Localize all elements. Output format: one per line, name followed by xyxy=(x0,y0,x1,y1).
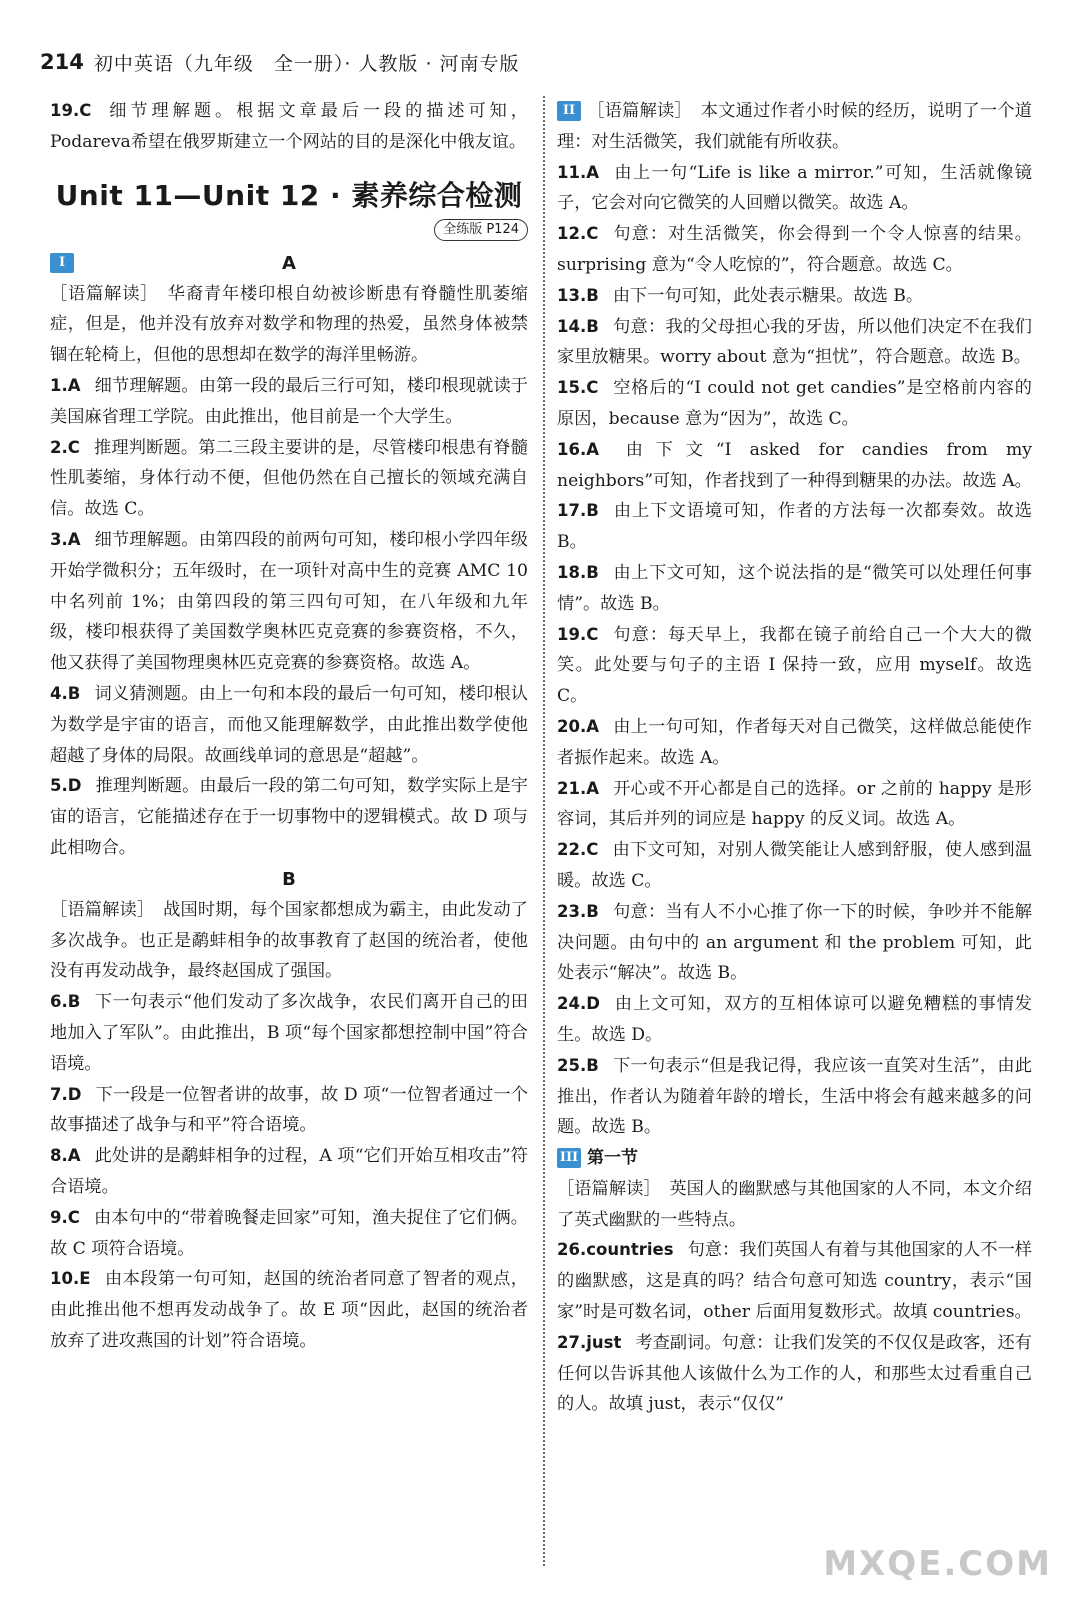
answer-text: 由下文可知，对别人微笑能让人感到舒服，使人感到温暖。故选 C。 xyxy=(557,840,1032,891)
answer-item xyxy=(50,433,528,525)
answer-item xyxy=(557,219,1032,281)
answer-number: 25.B xyxy=(557,1055,599,1075)
answer-item xyxy=(557,835,1032,897)
section-header-3 xyxy=(557,1143,1032,1174)
answer-text: 词义猜测题。由上一句和本段的最后一句可知，楼印根认为数学是宇宙的语言，而他又能理解数学，由此推出数学使他超越了身体的局限。故画线单词的意思是“超越”。 xyxy=(50,683,528,766)
answer-item xyxy=(557,620,1032,712)
column-divider xyxy=(543,96,545,1566)
answer-number: 5.D xyxy=(50,776,82,796)
answer-item xyxy=(557,1328,1032,1420)
answer-item xyxy=(50,1141,528,1203)
answer-text: 由本段第一句可知，赵国的统治者同意了智者的观点，由此推出他不想再发动战争了。故 E 项“因此，赵国的统治者放弃了进攻燕国的计划”符合语境。 xyxy=(50,1269,528,1351)
answer-number: 26.countries xyxy=(557,1240,674,1260)
answer-item xyxy=(557,774,1032,836)
answer-item xyxy=(557,897,1032,989)
answer-item xyxy=(50,679,528,771)
answer-item xyxy=(50,525,528,679)
answer-item xyxy=(50,1203,528,1265)
answer-number: 3.A xyxy=(50,529,81,549)
answer-number: 7.D xyxy=(50,1084,82,1104)
answer-number: 6.B xyxy=(50,992,81,1012)
answer-text: 由本句中的“带着晚餐走回家”可知，渔夫捉住了它们俩。故 C 项符合语境。 xyxy=(50,1207,528,1259)
passage-intro xyxy=(557,96,1032,158)
answer-text: 下一句表示“但是我记得，我应该一直笑对生活”，由此推出，作者认为随着年龄的增长，生活中将会有越来越多的问题。故选 B。 xyxy=(557,1055,1032,1138)
answer-text: 空格后的“I could not get candies”是空格前内容的原因，because 意为“因为”，故选 C。 xyxy=(557,378,1032,429)
part-label: A xyxy=(282,252,296,274)
answer-text: 句意：当有人不小心推了你一下的时候，争吵并不能解决问题。由句中的 an argument 和 the problem 可知，此处表示“解决”。故选 B。 xyxy=(557,901,1032,984)
answer-list-iii xyxy=(557,1235,1032,1420)
page-number: 214 xyxy=(40,50,84,74)
answer-text: 细节理解题。根据文章最后一段的描述可知，Podareva希望在俄罗斯建立一个网站的目的是深化中俄友谊。 xyxy=(50,101,528,152)
part-label: B xyxy=(282,868,296,890)
answer-item xyxy=(557,158,1032,220)
answer-text: 句意：每天早上，我都在镜子前给自己一个大大的微笑。此处要与句子的主语 I 保持一致，应用 myself。故选 C。 xyxy=(557,624,1032,707)
answer-text: 由下一句可知，此处表示糖果。故选 B。 xyxy=(612,285,924,306)
answer-number: 9.C xyxy=(50,1207,80,1227)
answer-text: 由下文“I asked for candies from my neighbors”可知，作者找到了一种得到糖果的办法。故选 A。 xyxy=(557,439,1032,491)
section-header-1 xyxy=(50,248,528,279)
answer-item xyxy=(557,281,1032,312)
answer-number: 22.C xyxy=(557,840,599,860)
answer-list-b xyxy=(50,987,528,1357)
right-column xyxy=(557,96,1032,1420)
section-roman-icon: II xyxy=(557,101,581,121)
answer-number: 14.B xyxy=(557,316,599,336)
answer-text: 推理判断题。由最后一段的第二句可知，数学实际上是宇宙的语言，它能描述存在于一切事物中的逻辑模式。故 D 项与此相吻合。 xyxy=(50,776,528,858)
answer-number: 8.A xyxy=(50,1146,81,1166)
answer-number: 27.just xyxy=(557,1332,622,1352)
section-roman-icon: I xyxy=(50,253,74,273)
answer-item xyxy=(557,496,1032,558)
answer-number: 11.A xyxy=(557,162,599,182)
answer-list-ii xyxy=(557,158,1032,1144)
answer-number: 2.C xyxy=(50,437,80,457)
answer-number: 15.C xyxy=(557,378,599,398)
answer-number: 16.A xyxy=(557,439,599,459)
answer-item xyxy=(557,1051,1032,1143)
answer-item xyxy=(557,1235,1032,1327)
answer-item xyxy=(50,96,528,158)
answer-number: 17.B xyxy=(557,501,599,521)
answer-item xyxy=(50,1080,528,1142)
badge-row xyxy=(50,214,528,248)
answer-text: 考查副词。句意：让我们发笑的不仅仅是政客，还有任何以告诉其他人该做什么为工作的人，和那些太过看重自己的人。故填 just，表示“仅仅” xyxy=(557,1332,1032,1415)
answer-item xyxy=(557,435,1032,497)
answer-number: 12.C xyxy=(557,224,599,244)
answer-text: 细节理解题。由第一段的最后三行可知，楼印根现就读于美国麻省理工学院。由此推出，他目前是一个大学生。 xyxy=(50,375,528,427)
page-ref-badge: 全练版 P124 xyxy=(434,219,528,241)
left-column xyxy=(50,96,528,1357)
answer-text: 由上一句可知，作者每天对自己微笑，这样做总能使作者振作起来。故选 A。 xyxy=(557,716,1032,768)
answer-text: 句意：我的父母担心我的牙齿，所以他们决定不在我们家里放糖果。worry about 意为“担忧”，符合题意。故选 B。 xyxy=(557,316,1032,368)
answer-text: 下一段是一位智者讲的故事，故 D 项“一位智者通过一个故事描述了战争与和平”符合语境。 xyxy=(50,1084,528,1136)
answer-number: 19.C xyxy=(50,101,92,120)
answer-number: 10.E xyxy=(50,1269,91,1289)
answer-text: 由上一句“Life is like a mirror.”可知，生活就像镜子，它会对向它微笑的人回赠以微笑。故选 A。 xyxy=(557,162,1032,214)
unit-title: Unit 11—Unit 12 · 素养综合检测 xyxy=(55,178,523,212)
answer-text: 下一句表示“他们发动了多次战争，农民们离开自己的田地加入了军队”。由此推出，B 项“每个国家都想控制中国”符合语境。 xyxy=(50,992,528,1074)
answer-text: 句意：我们英国人有着与其他国家的人不一样的幽默感，这是真的吗？结合句意可知选 country，表示“国家”时是可数名词，other 后面用复数形式。故填 countries。 xyxy=(557,1240,1032,1323)
answer-text: 由上文可知，双方的互相体谅可以避免糟糕的事情发生。故选 D。 xyxy=(557,994,1032,1045)
passage-intro: ［语篇解读］ 英国人的幽默感与其他国家的人不同，本文介绍了英式幽默的一些特点。 xyxy=(557,1178,1032,1230)
answer-number: 19.C xyxy=(557,624,599,644)
answer-item xyxy=(557,558,1032,620)
answer-text: 句意：对生活微笑，你会得到一个令人惊喜的结果。surprising 意为“令人吃惊的”，符合题意。故选 C。 xyxy=(557,224,1032,275)
answer-item xyxy=(50,1264,528,1356)
answer-item xyxy=(557,312,1032,374)
answer-number: 13.B xyxy=(557,285,599,305)
answer-item xyxy=(557,373,1032,435)
section-roman-icon: III xyxy=(557,1148,581,1168)
answer-number: 4.B xyxy=(50,683,81,703)
answer-item xyxy=(557,712,1032,774)
answer-text: 由上下文语境可知，作者的方法每一次都奏效。故选 B。 xyxy=(557,501,1032,553)
answer-number: 24.D xyxy=(557,994,600,1014)
watermark-logo: MXQE.COM xyxy=(823,1544,1052,1584)
answer-number: 20.A xyxy=(557,716,599,736)
answer-text: 细节理解题。由第四段的前两句可知，楼印根小学四年级开始学微积分；五年级时，在一项针对高中生的竞赛 AMC 10 中名列前 1%；由第四段的第三四句可知，在八年级和九年级，楼印根获得了美国数学奥林匹克竞赛的参赛资格，不久，他又获得了美国物理奥林匹克竞赛的参赛资格。故选 A。 xyxy=(50,529,528,674)
answer-text: 推理判断题。第二三段主要讲的是，尽管楼印根患有脊髓性肌萎缩，身体行动不便，但他仍然在自己擅长的领域充满自信。故选 C。 xyxy=(50,437,528,520)
passage-intro: ［语篇解读］ 战国时期，每个国家都想成为霸主，由此发动了多次战争。也正是鹬蚌相争的故事教育了赵国的统治者，使他没有再发动战争，最终赵国成了强国。 xyxy=(50,899,528,982)
answer-text: 由上下文可知，这个说法指的是“微笑可以处理任何事情”。故选 B。 xyxy=(557,562,1032,614)
book-title: 初中英语（九年级 全一册）· 人教版 · 河南专版 xyxy=(93,52,520,75)
answer-item xyxy=(50,371,528,433)
sub-section-title: 第一节 xyxy=(587,1148,638,1169)
answer-item xyxy=(50,987,528,1079)
answer-item xyxy=(557,989,1032,1051)
answer-item xyxy=(50,771,528,863)
answer-list-a xyxy=(50,371,528,864)
answer-number: 21.A xyxy=(557,778,599,798)
answer-number: 18.B xyxy=(557,562,599,582)
passage-intro: ［语篇解读］ 华裔青年楼印根自幼被诊断患有脊髓性肌萎缩症，但是，他并没有放弃对数学和物理的热爱，虽然身体被禁锢在轮椅上，但他的思想却在数学的海洋里畅游。 xyxy=(50,283,528,366)
answer-number: 1.A xyxy=(50,375,81,395)
page-header xyxy=(40,44,520,80)
answer-text: 开心或不开心都是自己的选择。or 之前的 happy 是形容词，其后并列的词应是 happy 的反义词。故选 A。 xyxy=(557,778,1032,830)
answer-text: 此处讲的是鹬蚌相争的过程，A 项“它们开始互相攻击”符合语境。 xyxy=(50,1146,528,1197)
answer-number: 23.B xyxy=(557,901,599,921)
passage-intro-text: ［语篇解读］ 本文通过作者小时候的经历，说明了一个道理：对生活微笑，我们就能有所收获。 xyxy=(557,101,1032,152)
